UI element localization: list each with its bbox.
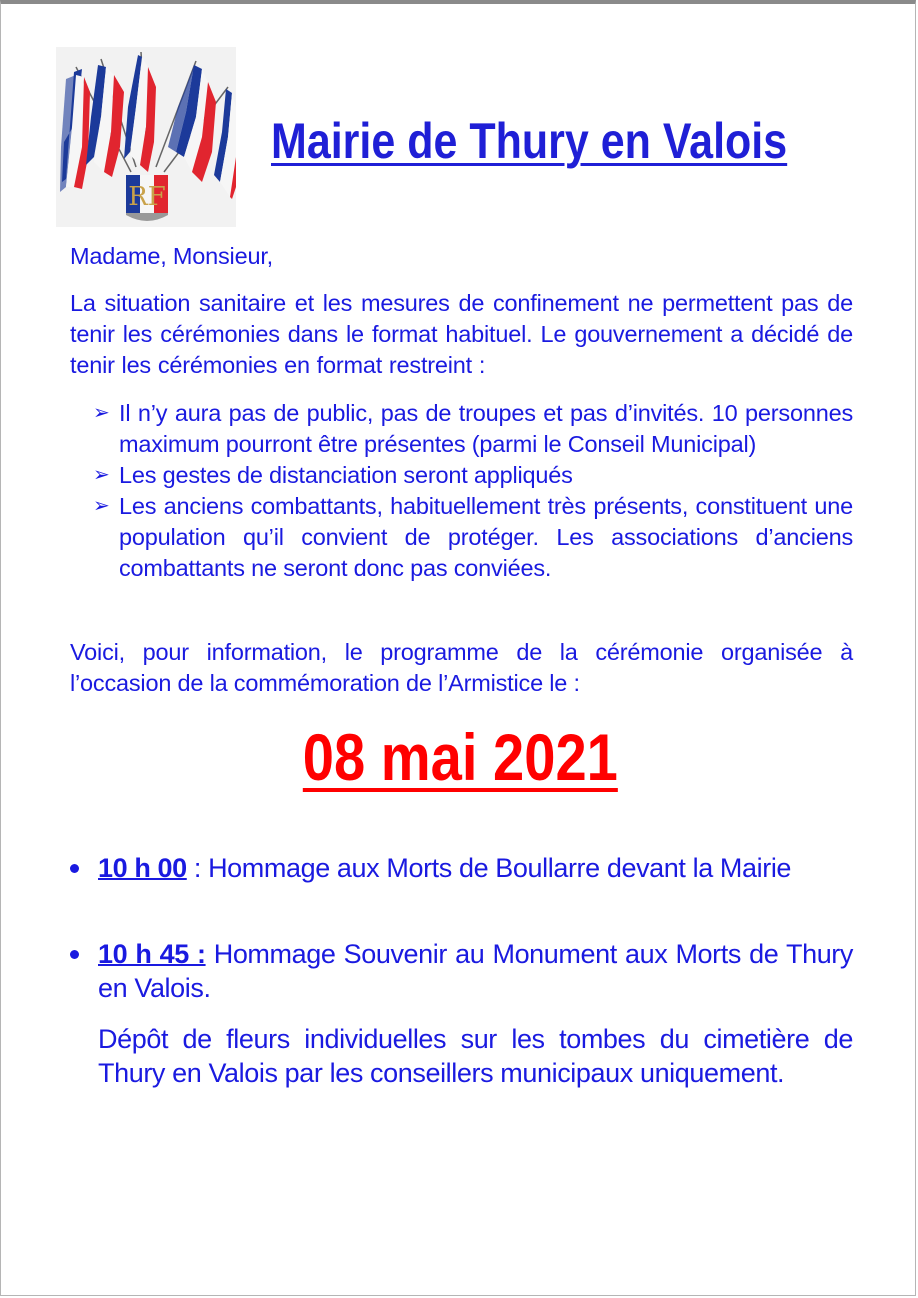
list-item: ➢ Les gestes de distanciation seront appliqués [91,460,853,491]
arrow-bullet-icon: ➢ [93,402,110,424]
bullet-dot-icon [70,950,79,959]
program-time: 10 h 00 [98,853,187,883]
program-time: 10 h 45 : [98,939,206,969]
program-note: Dépôt de fleurs individuelles sur les tombes du cimetière de Thury en Valois par les conseillers municipaux uniquement. [98,1024,853,1088]
list-item: ➢ Les anciens combattants, habituellement très présents, constituent une population qu’il convient de protéger. Les associations d’anciens combattants ne seront donc pas conviées. [93,493,853,581]
program-intro: Voici, pour information, le programme de la cérémonie organisée à l’occasion de la commémoration de l’Armistice le : [70,639,853,696]
bullet-dot-icon [70,864,79,873]
svg-text:RF: RF [128,182,166,212]
program-description: Hommage aux Morts de Boullarre devant la Mairie [208,853,792,883]
program-item: 10 h 00 : Hommage aux Morts de Boullarre devant la Mairie [70,851,853,885]
program-description: Hommage Souvenir au Monument aux Morts de Thury en Valois. [98,939,853,1003]
flags-logo-icon [56,47,236,227]
greeting: Madame, Monsieur, [70,243,273,269]
arrow-bullet-icon: ➢ [93,495,110,517]
restriction-list [91,398,853,584]
program-item [70,937,853,1005]
event-date [1,719,918,795]
arrow-bullet-icon: ➢ [93,464,110,486]
event-date-text: 08 mai 2021 [302,720,618,794]
page-title: Mairie de Thury en Valois [271,113,788,169]
intro-paragraph: La situation sanitaire et les mesures de confinement ne permettent pas de tenir les cérémonies dans le format habituel. Le gouvernement a décidé de tenir les cérémonies en format restreint : [70,290,853,378]
list-item: ➢ Il n’y aura pas de public, pas de troupes et pas d’invités. 10 personnes maximum pourront être présentes (parmi le Conseil Municipal) [93,400,853,457]
